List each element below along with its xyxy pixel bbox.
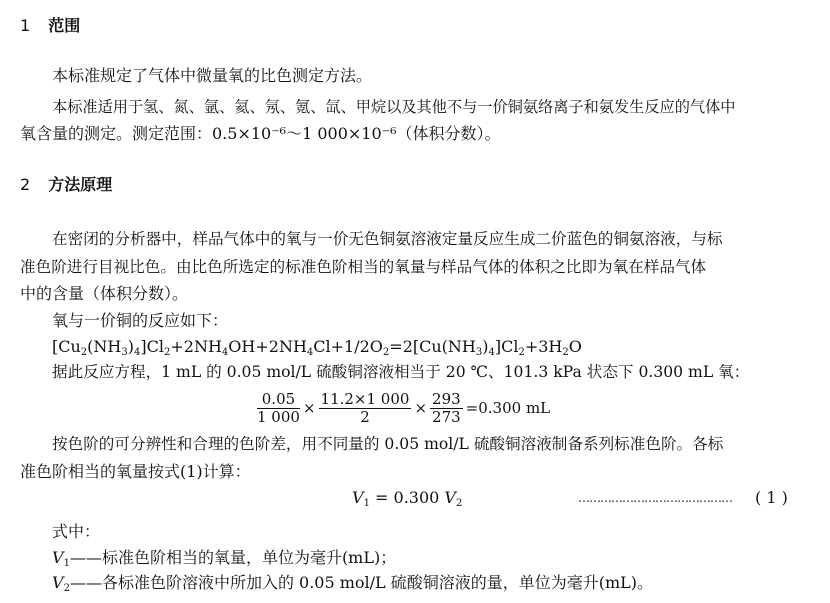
variable-subscript: 2: [455, 498, 463, 509]
eq-subscript: 4: [221, 347, 229, 358]
times-sign: ×: [414, 399, 428, 417]
fraction-2: [319, 391, 412, 426]
formula-text: = 0.300: [369, 488, 445, 507]
variable-subscript: 1: [363, 498, 370, 509]
eq-text: (NH: [87, 337, 122, 356]
eq-subscript: 4: [134, 347, 141, 358]
equivalence-statement: 据此反应方程，1 mL 的 0.05 mol/L 硫酸铜溶液相当于 20 ℃、101.3 kPa 状态下 0.300 mL 氧：: [52, 363, 750, 381]
eq-text: =2[Cu(NH: [389, 337, 476, 356]
fraction-denominator: 1 000: [257, 407, 300, 426]
eq-text: [Cu: [52, 337, 81, 356]
eq-subscript: 2: [382, 347, 390, 358]
calculation-expression: [255, 388, 551, 427]
fraction-numerator: 0.05: [257, 391, 300, 409]
variable-subscript: 2: [63, 583, 70, 594]
formula-1: [352, 488, 462, 514]
eq-subscript: 2: [80, 347, 88, 358]
eq-subscript: 3: [121, 347, 128, 358]
fraction-3: [430, 391, 463, 426]
eq-text: +2NH: [170, 337, 222, 356]
variable-subscript: 1: [63, 558, 70, 569]
variable-v: V: [352, 488, 364, 507]
section-2-heading: [20, 175, 112, 195]
definition-v2: [52, 573, 653, 599]
section-2-title: 方法原理: [48, 175, 113, 194]
fraction-denominator: 2: [360, 407, 370, 426]
section-2-number: 2: [20, 175, 31, 194]
eq-text: +3H: [524, 337, 563, 356]
eq-subscript: 4: [488, 347, 495, 358]
eq-text: OH+2NH: [228, 337, 307, 356]
eq-subscript: 2: [562, 347, 569, 358]
scope-paragraph-2-line-2: 氧含量的测定。测定范围：0.5×10⁻⁶～1 000×10⁻⁶（体积分数）。: [20, 124, 501, 143]
eq-text: Cl+1/2O: [313, 337, 383, 356]
times-sign: ×: [302, 399, 316, 417]
formula-leader-dots: ……………………………………: [578, 491, 732, 505]
principle-paragraph-line-2: 准色阶进行目视比色。由比色所选定的标准色阶相当的氧量与样品气体的体积之比即为氧在样品气体: [20, 258, 707, 276]
eq-subscript: 3: [475, 347, 483, 358]
color-scale-paragraph-line-2: 准色阶相当的氧量按式(1)计算：: [20, 462, 251, 481]
variable-v: V: [444, 488, 456, 507]
eq-subscript: 4: [306, 347, 314, 358]
eq-subscript: 2: [163, 347, 171, 358]
definition-text: ——标准色阶相当的氧量，单位为毫升(mL)；: [69, 548, 397, 567]
section-1-title: 范围: [48, 16, 81, 35]
reaction-equation: [52, 337, 582, 363]
section-1-number: 1: [20, 16, 31, 35]
eq-text: O: [568, 337, 582, 356]
eq-text: ]Cl: [494, 337, 519, 356]
eq-subscript: 2: [518, 347, 525, 358]
where-label: 式中：: [52, 522, 101, 541]
calculation-result: =0.300 mL: [465, 399, 551, 417]
variable-v: V: [52, 573, 64, 592]
fraction-denominator: 273: [432, 407, 461, 426]
principle-paragraph-line-3: 中的含量（体积分数）。: [20, 284, 189, 303]
eq-text: ): [482, 337, 489, 356]
color-scale-paragraph-line-1: 按色阶的可分辨性和合理的色阶差，用不同量的 0.05 mol/L 硫酸铜溶液制备系列标准色阶。各标: [52, 435, 724, 453]
fraction-numerator: 11.2×1 000: [320, 389, 410, 408]
section-1-heading: [20, 16, 80, 36]
fraction-1: [257, 391, 300, 426]
fraction-numerator: 293: [432, 389, 461, 408]
principle-paragraph-line-1: 在密闭的分析器中，样品气体中的氧与一价无色铜氨溶液定量反应生成二价蓝色的铜氨溶液，与标: [52, 230, 723, 248]
scope-paragraph-1: 本标准规定了气体中微量氧的比色测定方法。: [52, 66, 373, 85]
eq-text: ): [127, 337, 134, 356]
variable-v: V: [52, 548, 64, 567]
eq-text: ]Cl: [140, 337, 164, 356]
formula-number: ( 1 ): [755, 488, 788, 507]
scope-paragraph-2-line-1: 本标准适用于氢、氮、氩、氦、氖、氪、氙、甲烷以及其他不与一价铜氨络离子和氨发生反应的气体中: [52, 98, 736, 116]
definition-v1: [52, 548, 396, 574]
reaction-intro: 氧与一价铜的反应如下：: [52, 311, 229, 330]
definition-text: ——各标准色阶溶液中所加入的 0.05 mol/L 硫酸铜溶液的量，单位为毫升(mL)。: [69, 573, 654, 592]
